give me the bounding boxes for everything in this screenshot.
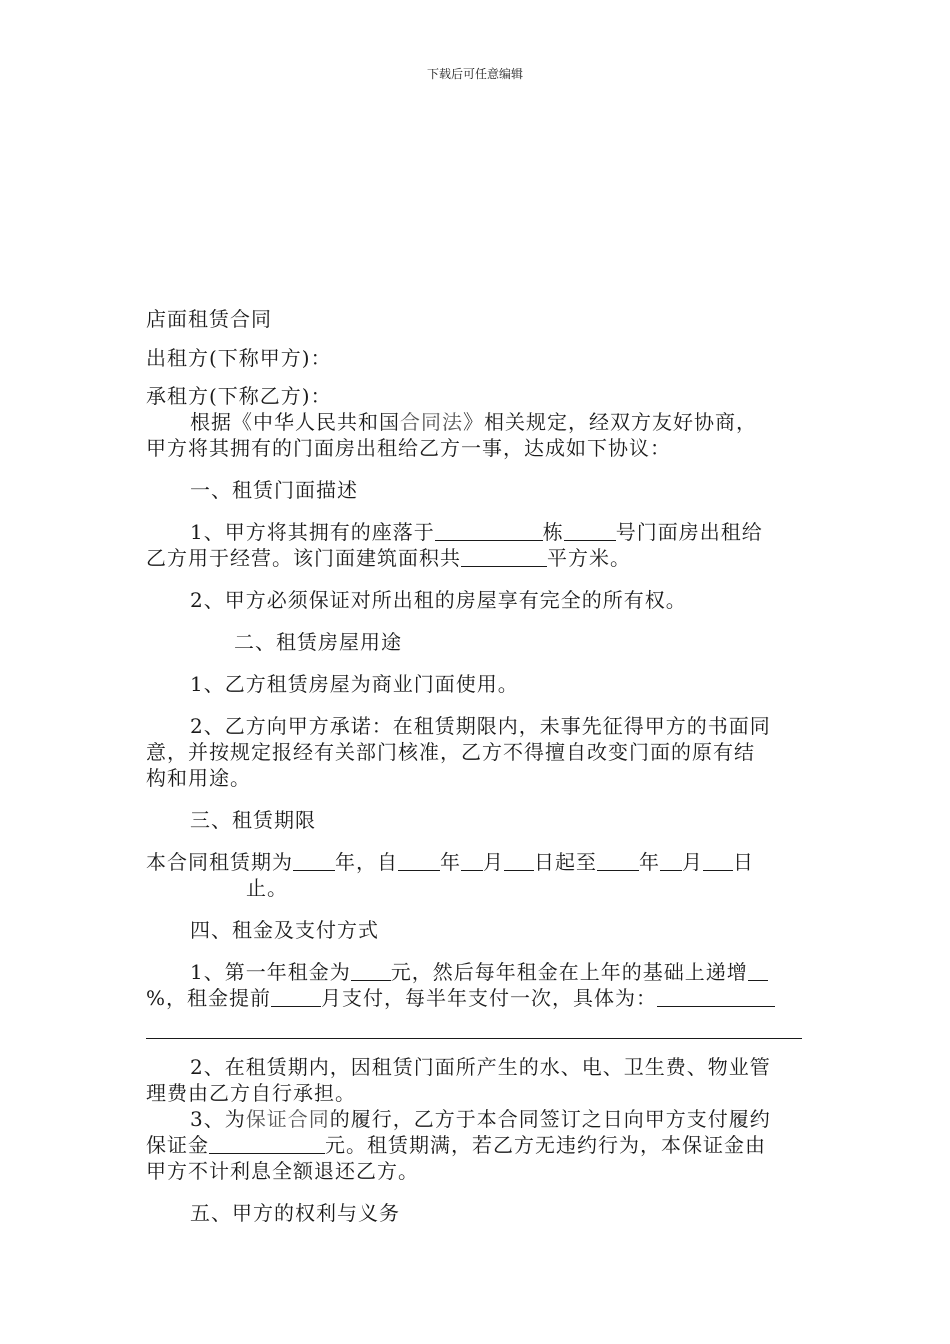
blank-end-year xyxy=(597,850,639,871)
section-2-clause-1: 1、乙方租赁房屋为商业门面使用。 xyxy=(190,672,519,696)
section-1-title: 一、租赁门面描述 xyxy=(190,478,358,502)
blank-location xyxy=(435,520,543,541)
blank-payment-details xyxy=(657,986,775,1007)
preamble-line-1: 根据《中华人民共和国合同法》相关规定，经双方友好协商， xyxy=(190,410,757,434)
section-5-title: 五、甲方的权利与义务 xyxy=(190,1201,400,1225)
section-4-clause-1-line-1: 1、第一年租金为 元，然后每年租金在上年的基础上递增 xyxy=(146,959,806,985)
contract-law-link[interactable]: 合同法 xyxy=(400,410,463,434)
section-2-title: 二、租赁房屋用途 xyxy=(234,630,402,654)
section-4-clause-3-line-3: 甲方不计利息全额退还乙方。 xyxy=(146,1159,419,1183)
blank-end-month xyxy=(660,850,682,871)
section-4-clause-3-line-2: 保证金 元。租赁期满，若乙方无违约行为，本保证金由 xyxy=(146,1133,766,1157)
guarantee-contract-link[interactable]: 保证合同 xyxy=(245,1107,330,1131)
section-2-clause-2-line-2: 意，并按规定报经有关部门核准，乙方不得擅自改变门面的原有结 xyxy=(146,740,755,764)
doc-title: 店面租赁合同 xyxy=(146,307,272,331)
section-4-clause-2-line-2: 理费由乙方自行承担。 xyxy=(146,1081,356,1105)
section-3-clause-1-end: 止。 xyxy=(246,876,288,900)
section-4-clause-1-line-2: %，租金提前 月支付，每半年支付一次，具体为： xyxy=(146,985,806,1011)
blank-payment-details-continued xyxy=(146,1038,802,1039)
blank-start-day xyxy=(504,850,534,871)
contract-body xyxy=(146,306,806,1226)
blank-first-year-rent xyxy=(351,960,391,981)
section-4-clause-3-line-1: 3、为保证合同的履行，乙方于本合同签订之日向甲方支付履约 xyxy=(190,1107,771,1131)
lessee-line: 承租方(下称乙方)： xyxy=(146,384,332,408)
section-4-clause-2-line-1: 2、在租赁期内，因租赁门面所产生的水、电、卫生费、物业管 xyxy=(190,1055,771,1079)
section-1-clause-1-line-1: 1、甲方将其拥有的座落于 栋 号门面房出租给 xyxy=(190,520,763,544)
blank-increase-rate xyxy=(748,960,768,981)
lessor-line: 出租方(下称甲方)： xyxy=(146,346,332,370)
section-2-clause-2-line-1: 2、乙方向甲方承诺：在租赁期限内，未事先征得甲方的书面同 xyxy=(190,714,771,738)
section-1-clause-1-line-2: 乙方用于经营。该门面建筑面积共 平方米。 xyxy=(146,546,631,570)
blank-deposit xyxy=(209,1133,325,1154)
blank-start-month xyxy=(461,850,483,871)
section-3-clause-1: 本合同租赁期为 年，自 年 月 日起至 年 月 日 xyxy=(146,850,754,874)
page-header: 下载后可任意编辑 xyxy=(426,67,523,81)
blank-start-year xyxy=(398,850,440,871)
blank-area xyxy=(461,546,547,567)
section-2-clause-2-line-3: 构和用途。 xyxy=(146,766,251,790)
preamble-line-2: 甲方将其拥有的门面房出租给乙方一事，达成如下协议： xyxy=(146,436,671,460)
section-3-title: 三、租赁期限 xyxy=(190,808,316,832)
blank-unit-number xyxy=(564,520,616,541)
section-4-title: 四、租金及支付方式 xyxy=(190,918,379,942)
blank-end-day xyxy=(703,850,733,871)
blank-years xyxy=(293,850,335,871)
section-1-clause-2: 2、甲方必须保证对所出租的房屋享有完全的所有权。 xyxy=(190,588,687,612)
blank-months-ahead xyxy=(271,986,321,1007)
